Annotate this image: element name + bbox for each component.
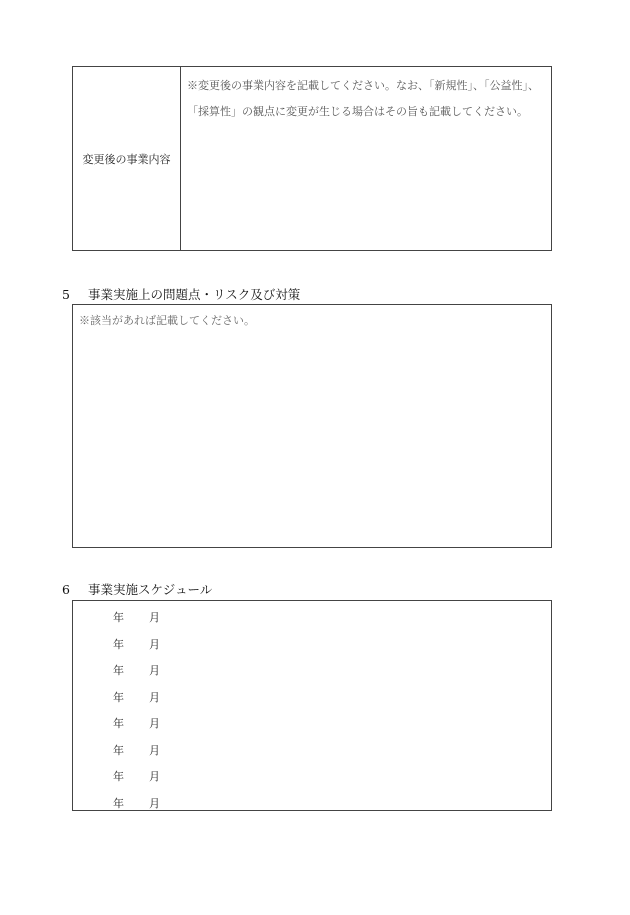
year-label: 年 [113,637,124,651]
risk-countermeasure-field[interactable] [72,304,552,548]
changed-business-content-table [72,66,552,251]
month-label: 月 [149,717,160,730]
changed-business-content-field[interactable] [181,67,551,250]
month-label: 月 [149,637,160,651]
month-label: 月 [149,770,160,783]
schedule-row[interactable] [113,605,160,632]
section-5-number: 5 [62,287,70,302]
section-6-heading [62,580,212,598]
schedule-box [72,600,552,811]
schedule-row[interactable] [113,764,160,791]
schedule-row[interactable] [113,685,160,712]
year-label: 年 [113,717,124,730]
schedule-row[interactable] [113,791,160,818]
month-label: 月 [149,796,160,810]
schedule-row[interactable] [113,711,160,738]
year-label: 年 [113,796,124,810]
year-label: 年 [113,664,124,677]
schedule-row[interactable] [113,658,160,685]
year-label: 年 [113,690,124,704]
instruction-line-1: ※変更後の事業内容を記載してください。なお、「新規性」、「公益性」、 [187,79,539,92]
schedule-list [113,605,160,817]
changed-business-content-label: 変更後の事業内容 [73,67,181,250]
month-label: 月 [149,611,160,624]
year-label: 年 [113,611,124,624]
risk-note: ※該当があれば記載してください。 [79,314,255,327]
schedule-row[interactable] [113,738,160,765]
section-5-title: 事業実施上の問題点・リスク及び対策 [88,287,301,302]
schedule-row[interactable] [113,632,160,659]
month-label: 月 [149,743,160,757]
year-label: 年 [113,743,124,757]
section-6-title: 事業実施スケジュール [88,582,213,597]
instruction-line-2: 「採算性」の観点に変更が生じる場合はその旨も記載してください。 [187,105,528,118]
month-label: 月 [149,664,160,677]
year-label: 年 [113,770,124,783]
section-5-heading [62,285,300,303]
month-label: 月 [149,690,160,704]
section-6-number: 6 [62,582,70,597]
